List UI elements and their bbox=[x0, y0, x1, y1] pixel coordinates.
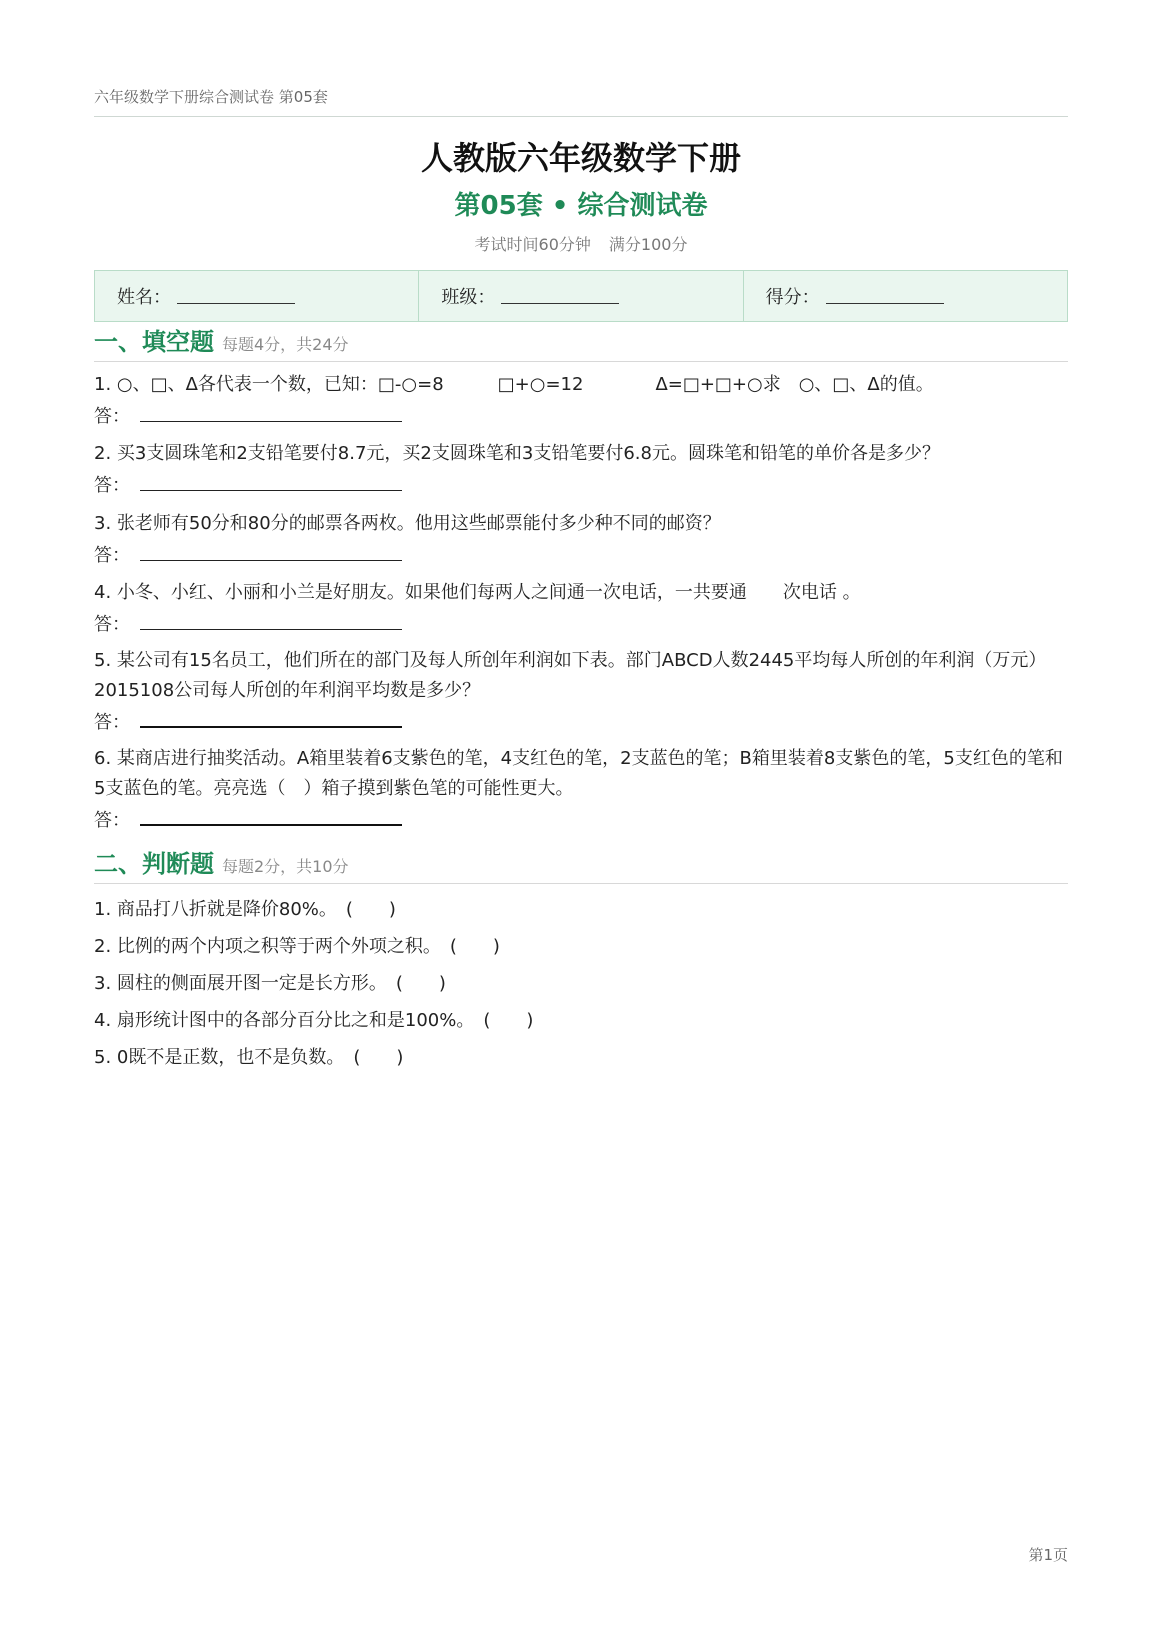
answer-blank[interactable] bbox=[140, 409, 402, 422]
tf-item-4: 4. 扇形统计图中的各部分百分比之和是100%。 ( ) bbox=[94, 1010, 534, 1031]
class-blank[interactable] bbox=[501, 289, 619, 304]
page-title: 人教版六年级数学下册 bbox=[420, 139, 741, 177]
question-6: 6. 某商店进行抽奖活动。A箱里装着6支紫色的笔，4支红色的笔，2支蓝色的笔；B箱里装着8支紫色的笔，5支红色的笔和5支蓝色的笔。亮亮选（ ）箱子摸到紫色笔的可能性更大。 bbox=[94, 748, 1063, 799]
section2-note: 每题2分，共10分 bbox=[222, 857, 349, 876]
question-1: 1. ○、□、Δ各代表一个数，已知：□-○=8 □+○=12 Δ=□+□+○求 ○、□、Δ的值。 bbox=[94, 374, 934, 395]
name-blank[interactable] bbox=[177, 289, 295, 304]
answer-label: 答： bbox=[94, 475, 130, 496]
tf-item-3: 3. 圆柱的侧面展开图一定是长方形。 ( ) bbox=[94, 973, 446, 994]
answer-blank[interactable] bbox=[140, 714, 402, 728]
exam-time: 考试时间60分钟 bbox=[474, 235, 591, 254]
answer-label: 答： bbox=[94, 712, 130, 733]
answer-label: 答： bbox=[94, 406, 130, 427]
full-score: 满分100分 bbox=[608, 235, 688, 254]
question-3: 3. 张老师有50分和80分的邮票各两枚。他用这些邮票能付多少种不同的邮资？ bbox=[94, 513, 721, 534]
tf-item-5: 5. 0既不是正数，也不是负数。 ( ) bbox=[94, 1047, 404, 1068]
tf-item-2: 2. 比例的两个内项之积等于两个外项之积。 ( ) bbox=[94, 936, 500, 957]
answer-blank[interactable] bbox=[140, 548, 402, 561]
class-label: 班级： bbox=[441, 287, 496, 308]
tf-item-1: 1. 商品打八折就是降价80%。 ( ) bbox=[94, 899, 396, 920]
answer-1 bbox=[94, 402, 402, 428]
page-subtitle: 第05套 • 综合测试卷 bbox=[454, 191, 708, 221]
answer-3 bbox=[94, 541, 402, 567]
class-field bbox=[418, 271, 742, 321]
page-number: 第1页 bbox=[1028, 1546, 1068, 1564]
question-4: 4. 小冬、小红、小丽和小兰是好朋友。如果他们每两人之间通一次电话，一共要通 次电话 。 bbox=[94, 582, 861, 603]
answer-label: 答： bbox=[94, 614, 130, 635]
score-blank[interactable] bbox=[826, 289, 944, 304]
name-label: 姓名： bbox=[117, 287, 171, 308]
question-2: 2. 买3支圆珠笔和2支铅笔要付8.7元，买2支圆珠笔和3支铅笔要付6.8元。圆珠笔和铅笔的单价各是多少？ bbox=[94, 443, 940, 464]
section1-note: 每题4分，共24分 bbox=[222, 335, 349, 354]
answer-4 bbox=[94, 610, 402, 636]
section2-divider bbox=[94, 883, 1068, 884]
section1-title: 一、填空题 bbox=[94, 328, 214, 356]
answer-label: 答： bbox=[94, 545, 130, 566]
section2-heading bbox=[94, 844, 1068, 879]
answer-6 bbox=[94, 806, 402, 832]
score-label: 得分： bbox=[765, 287, 820, 308]
answer-2 bbox=[94, 471, 402, 497]
running-header: 六年级数学下册综合测试卷 第05套 bbox=[94, 88, 328, 106]
section2-title: 二、判断题 bbox=[94, 850, 214, 878]
section1-divider bbox=[94, 361, 1068, 362]
answer-label: 答： bbox=[94, 810, 130, 831]
section1-heading bbox=[94, 322, 1068, 357]
answer-blank[interactable] bbox=[140, 478, 402, 491]
name-field bbox=[95, 271, 418, 321]
question-5: 5. 某公司有15名员工，他们所在的部门及每人所创年利润如下表。部门ABCD人数2445平均每人所创的年利润（万元）2015108公司每人所创的年利润平均数是多少？ bbox=[94, 650, 1047, 701]
exam-page bbox=[94, 0, 1068, 1638]
answer-blank[interactable] bbox=[140, 617, 402, 630]
header-divider bbox=[94, 116, 1068, 117]
exam-info bbox=[94, 232, 1068, 255]
score-field bbox=[743, 271, 1067, 321]
answer-5 bbox=[94, 708, 402, 734]
answer-blank[interactable] bbox=[140, 812, 402, 826]
student-info-box bbox=[94, 270, 1068, 322]
